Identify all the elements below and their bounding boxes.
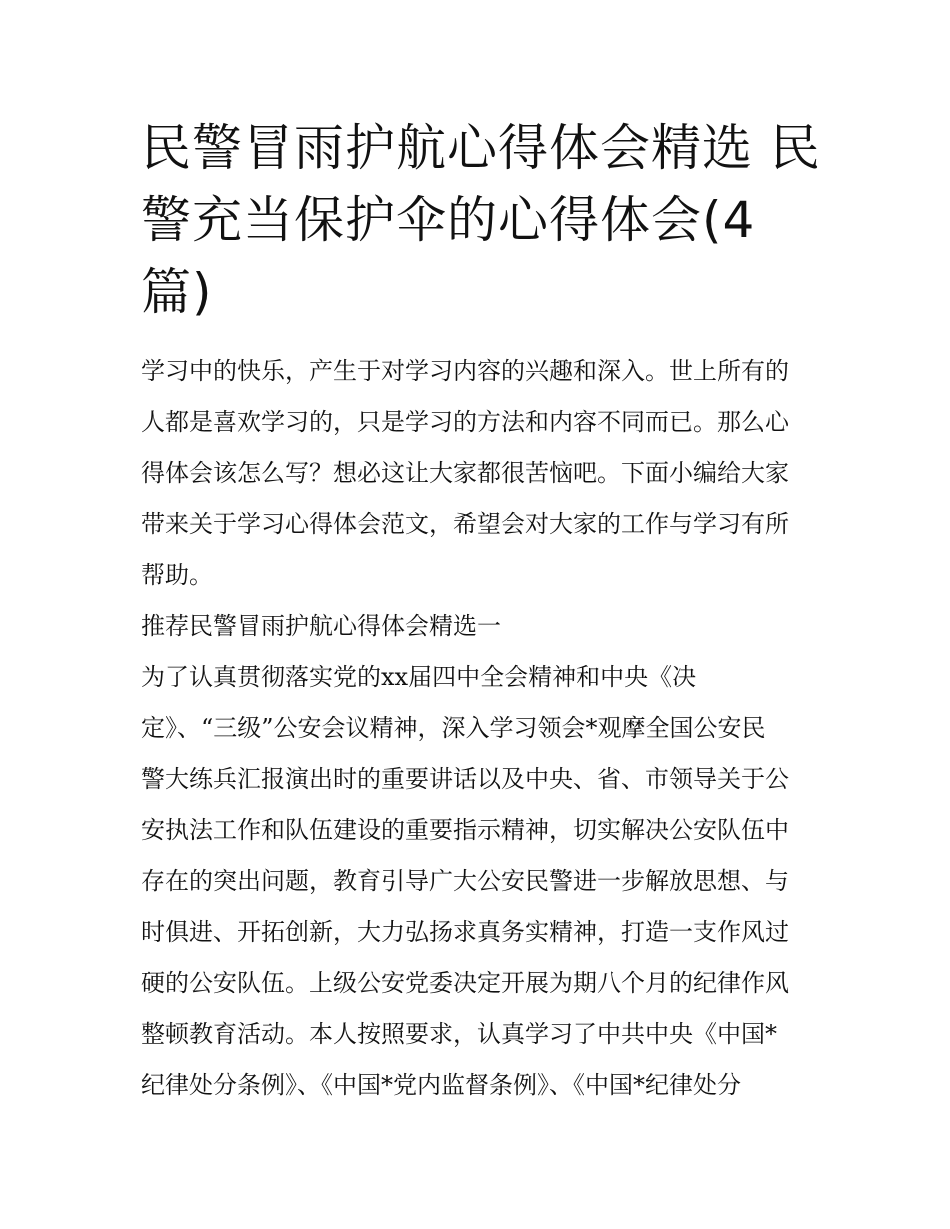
document-content bbox=[141, 112, 821, 1111]
paragraph-line: 时俱进、开拓创新，大力弘扬求真务实精神，打造一支作风过 bbox=[141, 918, 789, 946]
paragraph-line: 定》、“三级”公安会议精神，深入学习领会*观摩全国公安民 bbox=[141, 714, 766, 742]
section-heading: 推荐民警冒雨护航心得体会精选一 bbox=[141, 612, 501, 640]
paragraph-line: 帮助。 bbox=[141, 561, 213, 589]
paragraph-line: 安执法工作和队伍建设的重要指示精神，切实解决公安队伍中 bbox=[141, 816, 789, 844]
paragraph-line: 纪律处分条例》、《中国*党内监督条例》、《中国*纪律处分 bbox=[141, 1071, 741, 1099]
paragraph-line: 为了认真贯彻落实党的xx届四中全会精神和中央《决 bbox=[141, 663, 697, 691]
paragraph-line: 学习中的快乐，产生于对学习内容的兴趣和深入。世上所有的 bbox=[141, 357, 789, 385]
section-paragraph bbox=[141, 652, 811, 1111]
title-line: 篇) bbox=[141, 263, 213, 321]
title-line: 警充当保护伞的心得体会(4 bbox=[141, 191, 756, 249]
paragraph-line: 硬的公安队伍。上级公安党委决定开展为期八个月的纪律作风 bbox=[141, 969, 789, 997]
paragraph-line: 存在的突出问题，教育引导广大公安民警进一步解放思想、与 bbox=[141, 867, 789, 895]
intro-paragraph bbox=[141, 346, 811, 601]
document-title bbox=[141, 112, 821, 328]
paragraph-line: 得体会该怎么写？想必这让大家都很苦恼吧。下面小编给大家 bbox=[141, 459, 789, 487]
paragraph-line: 整顿教育活动。本人按照要求，认真学习了中共中央《中国* bbox=[141, 1020, 777, 1048]
paragraph-line: 人都是喜欢学习的，只是学习的方法和内容不同而已。那么心 bbox=[141, 408, 789, 436]
paragraph-line: 带来关于学习心得体会范文，希望会对大家的工作与学习有所 bbox=[141, 510, 789, 538]
document-body bbox=[141, 346, 811, 1111]
paragraph-line: 警大练兵汇报演出时的重要讲话以及中央、省、市领导关于公 bbox=[141, 765, 789, 793]
title-line: 民警冒雨护航心得体会精选 民 bbox=[141, 119, 821, 177]
